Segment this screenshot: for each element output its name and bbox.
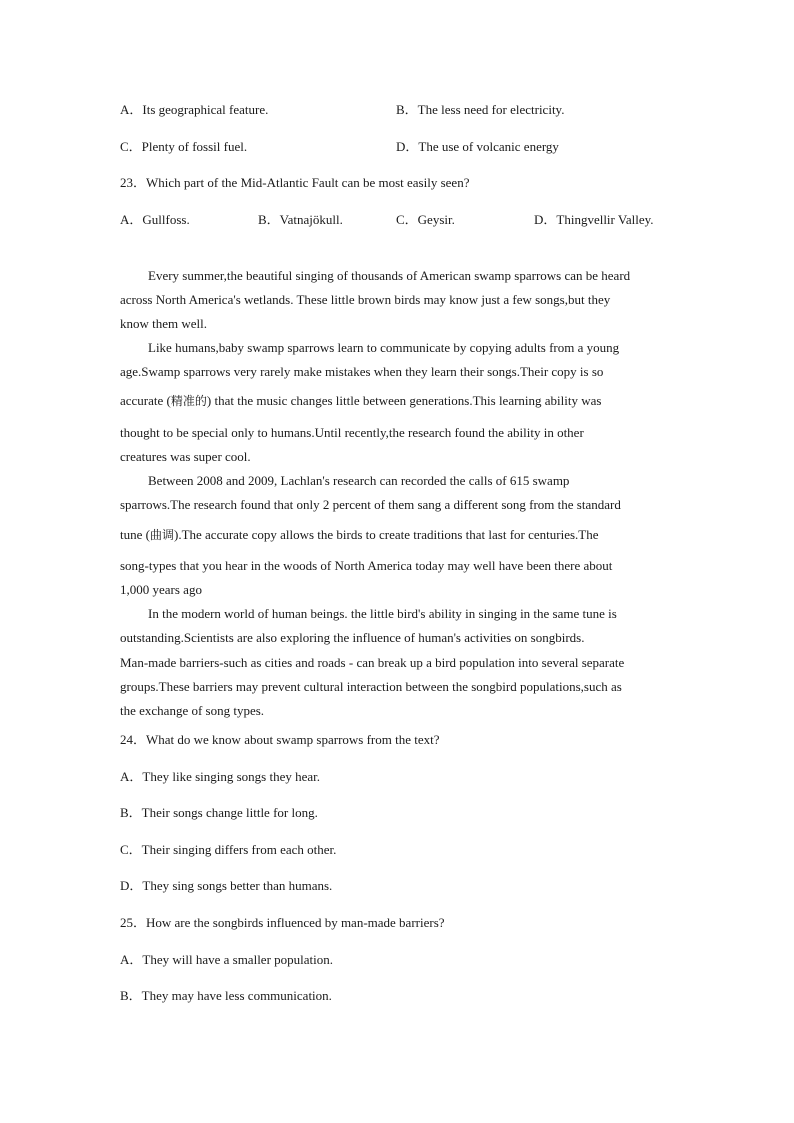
option-text: Vatnajökull.	[279, 212, 343, 227]
option-letter: C．	[120, 139, 142, 154]
q24-option-c	[120, 842, 336, 858]
passage-p2-line: creatures was super cool.	[120, 449, 251, 464]
passage-p1-line: Every summer,the beautiful singing of thousands of American swamp sparrows can be heard	[148, 268, 631, 283]
option-text: They like singing songs they hear.	[142, 769, 321, 784]
option-text: Its geographical feature.	[142, 102, 269, 117]
passage-p2-line	[120, 393, 601, 409]
option-letter: B．	[120, 988, 142, 1003]
option-letter: A．	[120, 212, 143, 227]
option-letter: D．	[120, 878, 143, 893]
option-text: The use of volcanic energy	[418, 139, 559, 154]
q24-option-d	[120, 878, 332, 894]
passage-p3-line: Between 2008 and 2009, Lachlan's research can recorded the calls of 615 swamp	[148, 473, 570, 488]
passage-text: ).The accurate copy allows the birds to create traditions that last for centuries.The	[173, 527, 599, 542]
option-letter: A．	[120, 769, 143, 784]
passage-p1-line: know them well.	[120, 316, 208, 331]
option-text: Gullfoss.	[142, 212, 190, 227]
option-letter: A．	[120, 102, 143, 117]
option-text: Their songs change little for long.	[141, 805, 318, 820]
passage-p4-line: groups.These barriers may prevent cultural interaction between the songbird populations,such as	[120, 679, 622, 694]
passage-p2-line: age.Swamp sparrows very rarely make mistakes when they learn their songs.Their copy is so	[120, 364, 604, 379]
option-text: Plenty of fossil fuel.	[141, 139, 248, 154]
passage-p4-line: In the modern world of human beings. the little bird's ability in singing in the same tune is	[148, 606, 617, 621]
passage-p3-line: sparrows.The research found that only 2 percent of them sang a different song from the standard	[120, 497, 621, 512]
passage-p3-line: song-types that you hear in the woods of North America today may well have been there about	[120, 558, 613, 573]
passage-p4-line: Man-made barriers-such as cities and roads - can break up a bird population into several separate	[120, 655, 625, 670]
option-text: They may have less communication.	[141, 988, 332, 1003]
option-letter: D．	[534, 212, 557, 227]
option-letter: B．	[258, 212, 280, 227]
q22-option-c	[120, 139, 247, 155]
option-text: They will have a smaller population.	[142, 952, 334, 967]
option-letter: C．	[120, 842, 142, 857]
passage-p4-line: the exchange of song types.	[120, 703, 265, 718]
passage-p1-line: across North America's wetlands. These little brown birds may know just a few songs,but they	[120, 292, 611, 307]
option-text: Thingvellir Valley.	[556, 212, 654, 227]
passage-text: tune (	[120, 527, 150, 542]
q22-option-d	[396, 139, 559, 155]
q25-option-b	[120, 988, 332, 1004]
gloss-chinese: 曲调	[149, 528, 174, 542]
q23-option-d	[534, 212, 654, 228]
option-text: Geysir.	[417, 212, 455, 227]
q23-question: 23．Which part of the Mid-Atlantic Fault can be most easily seen?	[120, 175, 470, 190]
option-text: They sing songs better than humans.	[142, 878, 333, 893]
q23-option-b	[258, 212, 343, 228]
option-letter: C．	[396, 212, 418, 227]
q25-question: 25．How are the songbirds influenced by man-made barriers?	[120, 915, 445, 930]
q24-option-a	[120, 769, 320, 785]
option-letter: B．	[120, 805, 142, 820]
q23-option-a	[120, 212, 190, 228]
option-letter: D．	[396, 139, 419, 154]
passage-p2-line: Like humans,baby swamp sparrows learn to communicate by copying adults from a young	[148, 340, 620, 355]
option-letter: B．	[396, 102, 418, 117]
passage-p2-line: thought to be special only to humans.Until recently,the research found the ability in other	[120, 425, 584, 440]
q22-option-b	[396, 102, 564, 118]
gloss-chinese: 精准的	[170, 394, 207, 408]
passage-text: ) that the music changes little between generations.This learning ability was	[206, 393, 602, 408]
passage-p3-line	[120, 527, 598, 543]
passage-p4-line: outstanding.Scientists are also exploring the influence of human's activities on songbirds.	[120, 630, 585, 645]
q24-option-b	[120, 805, 318, 821]
q24-question: 24．What do we know about swamp sparrows from the text?	[120, 732, 440, 747]
option-text: The less need for electricity.	[417, 102, 565, 117]
option-letter: A．	[120, 952, 143, 967]
passage-text: accurate (	[120, 393, 171, 408]
option-text: Their singing differs from each other.	[141, 842, 337, 857]
passage-p3-line: 1,000 years ago	[120, 582, 202, 597]
q25-option-a	[120, 952, 333, 968]
q23-option-c	[396, 212, 455, 228]
q22-option-a	[120, 102, 268, 118]
